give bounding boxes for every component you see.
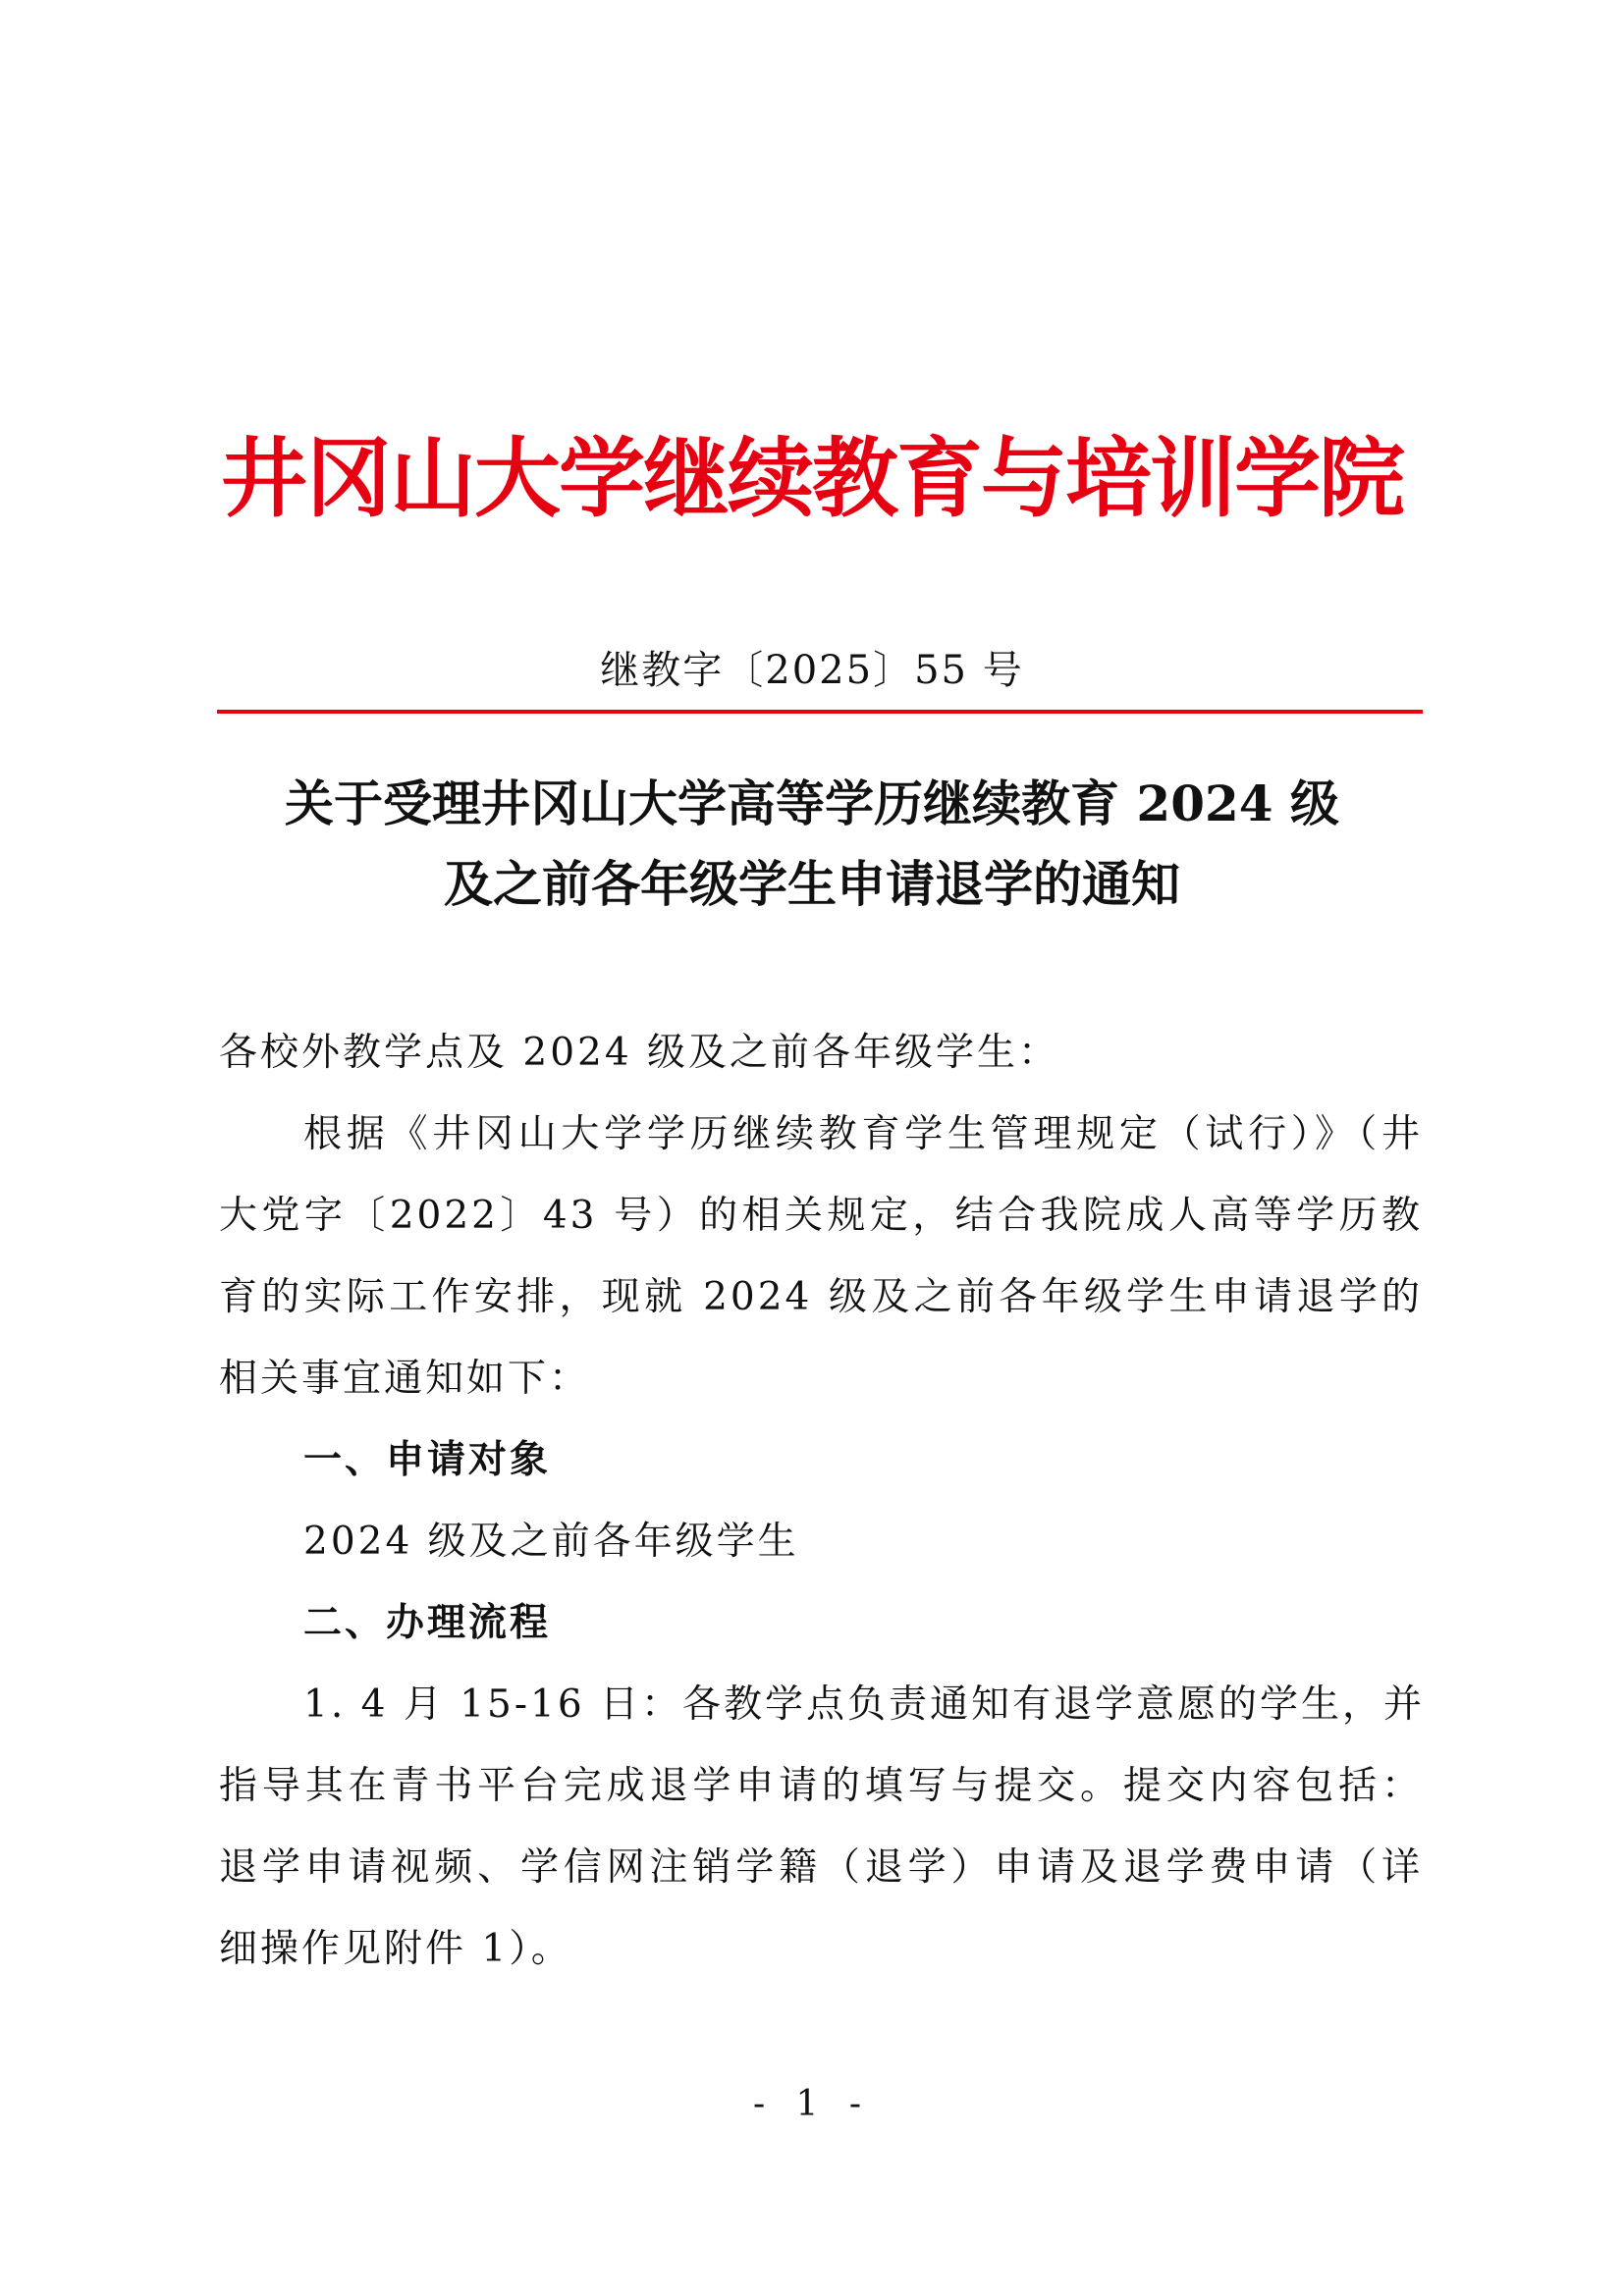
intro-line: 大党字〔2022〕43 号）的相关规定，结合我院成人高等学历教 xyxy=(219,1194,1423,1238)
page-number: - 1 - xyxy=(752,2084,872,2124)
notice-title xyxy=(187,764,1437,925)
document-body xyxy=(219,1012,1426,1990)
intro-line: 根据《井冈山大学学历继续教育学生管理规定（试行）》（井 xyxy=(303,1112,1423,1156)
institution-header: 井冈山大学继续教育与培训学院 xyxy=(220,427,1403,529)
step-line: 1. 4 月 15-16 日：各教学点负责通知有退学意愿的学生，并 xyxy=(303,1682,1426,1727)
notice-title-line-2: 及之前各年级学生申请退学的通知 xyxy=(444,855,1180,913)
intro-line: 相关事宜通知如下： xyxy=(219,1357,591,1401)
intro-line: 育的实际工作安排，现就 2024 级及之前各年级学生申请退学的 xyxy=(219,1275,1423,1319)
red-divider xyxy=(217,710,1423,714)
section-heading-procedure: 二、办理流程 xyxy=(303,1601,552,1645)
step-line: 指导其在青书平台完成退学申请的填写与提交。提交内容包括： xyxy=(219,1764,1423,1808)
notice-title-line-1: 关于受理井冈山大学高等学历继续教育 2024 级 xyxy=(285,774,1339,832)
document-number: 继教字〔2025〕55 号 xyxy=(600,648,1024,693)
section-text-applicants: 2024 级及之前各年级学生 xyxy=(303,1520,799,1564)
salutation: 各校外教学点及 2024 级及之前各年级学生： xyxy=(219,1031,1060,1075)
step-line: 细操作见附件 1）。 xyxy=(219,1927,572,1971)
step-line: 退学申请视频、学信网注销学籍（退学）申请及退学费申请（详 xyxy=(219,1845,1423,1890)
section-heading-applicants: 一、申请对象 xyxy=(303,1438,552,1482)
